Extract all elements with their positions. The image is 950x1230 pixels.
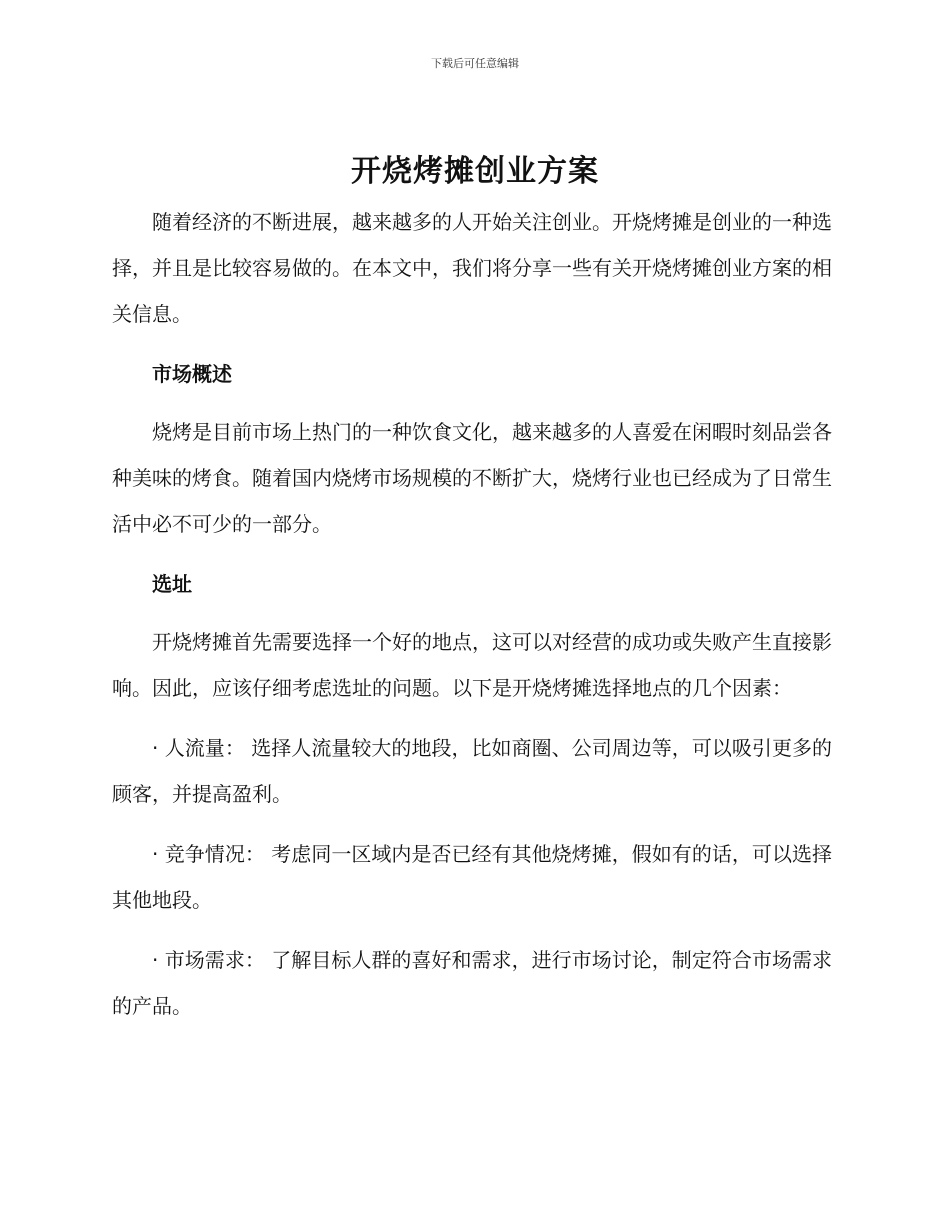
section-heading-location: 选址 (152, 572, 192, 596)
section-heading-market: 市场概述 (152, 362, 232, 386)
document-title: 开烧烤摊创业方案 (351, 154, 599, 189)
bullet-item-competition: · 竞争情况： 考虑同一区域内是否已经有其他烧烤摊，假如有的话，可以选择其他地段。 (112, 842, 832, 912)
location-paragraph: 开烧烤摊首先需要选择一个好的地点，这可以对经营的成功或失败产生直接影响。因此，应该仔细考虑选址的问题。以下是开烧烤摊选择地点的几个因素： (112, 630, 832, 700)
intro-paragraph: 随着经济的不断进展，越来越多的人开始关注创业。开烧烤摊是创业的一种选择，并且是比较容易做的。在本文中，我们将分享一些有关开烧烤摊创业方案的相关信息。 (112, 210, 832, 326)
page-header-note: 下载后可任意编辑 (431, 57, 519, 70)
market-paragraph: 烧烤是目前市场上热门的一种饮食文化，越来越多的人喜爱在闲暇时刻品尝各种美味的烤食。随着国内烧烤市场规模的不断扩大，烧烤行业也已经成为了日常生活中必不可少的一部分。 (112, 420, 832, 536)
bullet-item-market-demand: · 市场需求： 了解目标人群的喜好和需求，进行市场讨论，制定符合市场需求的产品。 (112, 948, 832, 1018)
bullet-item-foot-traffic: · 人流量： 选择人流量较大的地段，比如商圈、公司周边等，可以吸引更多的顾客，并提高盈利。 (112, 736, 832, 806)
document-body (112, 199, 832, 1043)
